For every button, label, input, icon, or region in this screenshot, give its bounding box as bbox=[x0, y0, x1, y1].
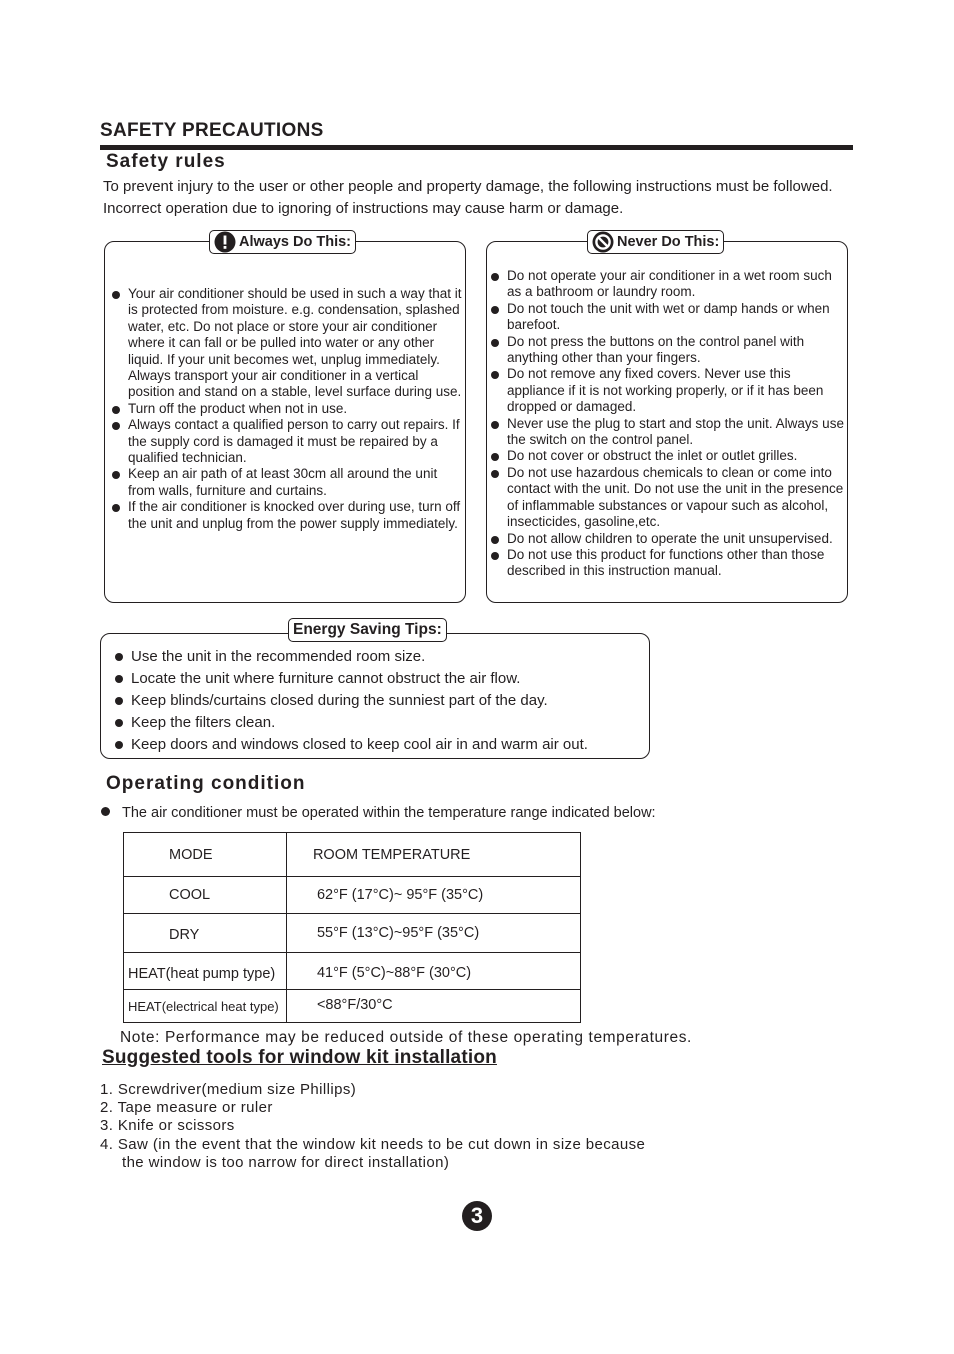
table-cell: DRY bbox=[124, 914, 287, 953]
table-header-row bbox=[124, 833, 581, 877]
never-do-tag bbox=[587, 230, 724, 254]
always-do-list bbox=[110, 286, 464, 532]
exclamation-icon bbox=[214, 231, 236, 253]
energy-tips-tag bbox=[288, 618, 447, 642]
list-item: Use the unit in the recommended room size. bbox=[113, 646, 647, 668]
prohibited-icon bbox=[592, 231, 614, 253]
energy-tips-label: Energy Saving Tips: bbox=[293, 621, 442, 638]
list-item: Keep blinds/curtains closed during the sunniest part of the day. bbox=[113, 690, 647, 712]
list-item: Do not operate your air conditioner in a wet room such as a bathroom or laundry room. bbox=[489, 268, 847, 301]
always-do-box bbox=[104, 241, 466, 603]
list-item: Locate the unit where furniture cannot obstruct the air flow. bbox=[113, 668, 647, 690]
operating-note: Note: Performance may be reduced outside of these operating temperatures. bbox=[120, 1029, 692, 1046]
table-cell: MODE bbox=[124, 833, 287, 877]
tools-heading: Suggested tools for window kit installation bbox=[102, 1047, 497, 1068]
energy-tips-list bbox=[113, 646, 647, 756]
table-row bbox=[124, 990, 581, 1023]
table-cell: COOL bbox=[124, 877, 287, 914]
safety-rules-heading: Safety rules bbox=[106, 151, 226, 172]
list-item: Do not touch the unit with wet or damp hands or when barefoot. bbox=[489, 301, 847, 334]
list-item: 2. Tape measure or ruler bbox=[100, 1099, 273, 1117]
bullet bbox=[101, 807, 110, 816]
list-item: Turn off the product when not in use. bbox=[110, 401, 464, 417]
list-item: Never use the plug to start and stop the unit. Always use the switch on the control panel. bbox=[489, 416, 847, 449]
table-row bbox=[124, 877, 581, 914]
list-item: Do not use this product for functions other than those described in this instruction manual. bbox=[489, 547, 847, 580]
operating-table bbox=[123, 832, 581, 1023]
never-do-label: Never Do This: bbox=[617, 234, 720, 250]
table-cell: <88°F/30°C bbox=[286, 990, 580, 1023]
page-number: 3 bbox=[462, 1201, 492, 1231]
operating-heading: Operating condition bbox=[106, 773, 306, 794]
energy-tips-box bbox=[100, 633, 650, 759]
table-cell: ROOM TEMPERATURE bbox=[286, 833, 580, 877]
table-cell: 41°F (5°C)~88°F (30°C) bbox=[286, 953, 580, 990]
list-item: Keep the filters clean. bbox=[113, 712, 647, 734]
list-item: Do not allow children to operate the unit unsupervised. bbox=[489, 531, 847, 547]
table-cell: 55°F (13°C)~95°F (35°C) bbox=[286, 914, 580, 953]
table-cell: 62°F (17°C)~ 95°F (35°C) bbox=[286, 877, 580, 914]
list-item: Do not cover or obstruct the inlet or outlet grilles. bbox=[489, 448, 847, 464]
tools-list bbox=[100, 1081, 800, 1172]
list-item: Do not remove any fixed covers. Never use this appliance if it is not working properly, or if it has been dropped or damaged. bbox=[489, 366, 847, 415]
list-item: Do not use hazardous chemicals to clean or come into contact with the unit. Do not use the unit in the presence of inflammable substances or vapour such as alcohol, insecticides, gasoline,etc. bbox=[489, 465, 847, 531]
page-title: SAFETY PRECAUTIONS bbox=[100, 120, 324, 141]
always-do-tag bbox=[209, 230, 356, 254]
list-item: Your air conditioner should be used in such a way that it is protected from moisture. e.g. condensation, splashed water, etc. Do not place or store your air conditioner where it can fall or be pulled into water or any other liquid. If your unit becomes wet, unplug immediately. Always transport your air conditioner in a vertical position and stand on a stable, level surface during use. bbox=[110, 286, 464, 401]
table-row bbox=[124, 914, 581, 953]
never-do-list bbox=[489, 268, 847, 580]
always-do-label: Always Do This: bbox=[239, 234, 351, 250]
list-item: 4. Saw (in the event that the window kit needs to be cut down in size because bbox=[100, 1135, 646, 1153]
list-item: the window is too narrow for direct installation) bbox=[122, 1153, 450, 1171]
list-item: 1. Screwdriver(medium size Phillips) bbox=[100, 1081, 357, 1098]
list-item: Do not press the buttons on the control panel with anything other than your fingers. bbox=[489, 334, 847, 367]
table-cell: HEAT(electrical heat type) bbox=[124, 990, 287, 1023]
table-cell: HEAT(heat pump type) bbox=[124, 953, 287, 990]
list-item: If the air conditioner is knocked over during use, turn off the unit and unplug from the power supply immediately. bbox=[110, 499, 464, 532]
never-do-box bbox=[486, 241, 848, 603]
list-item: Keep an air path of at least 30cm all around the unit from walls, furniture and curtains. bbox=[110, 466, 464, 499]
title-rule bbox=[100, 145, 853, 150]
list-item: 3. Knife or scissors bbox=[100, 1117, 235, 1135]
table-row bbox=[124, 953, 581, 990]
list-item: Keep doors and windows closed to keep cool air in and warm air out. bbox=[113, 734, 647, 756]
list-item: Always contact a qualified person to carry out repairs. If the supply cord is damaged it must be repaired by a qualified technician. bbox=[110, 417, 464, 466]
operating-lead: The air conditioner must be operated within the temperature range indicated below: bbox=[122, 805, 656, 821]
safety-rules-intro: To prevent injury to the user or other people and property damage, the following instructions must be followed. Incorrect operation due to ignoring of instructions may cause harm or damage. bbox=[103, 178, 833, 217]
